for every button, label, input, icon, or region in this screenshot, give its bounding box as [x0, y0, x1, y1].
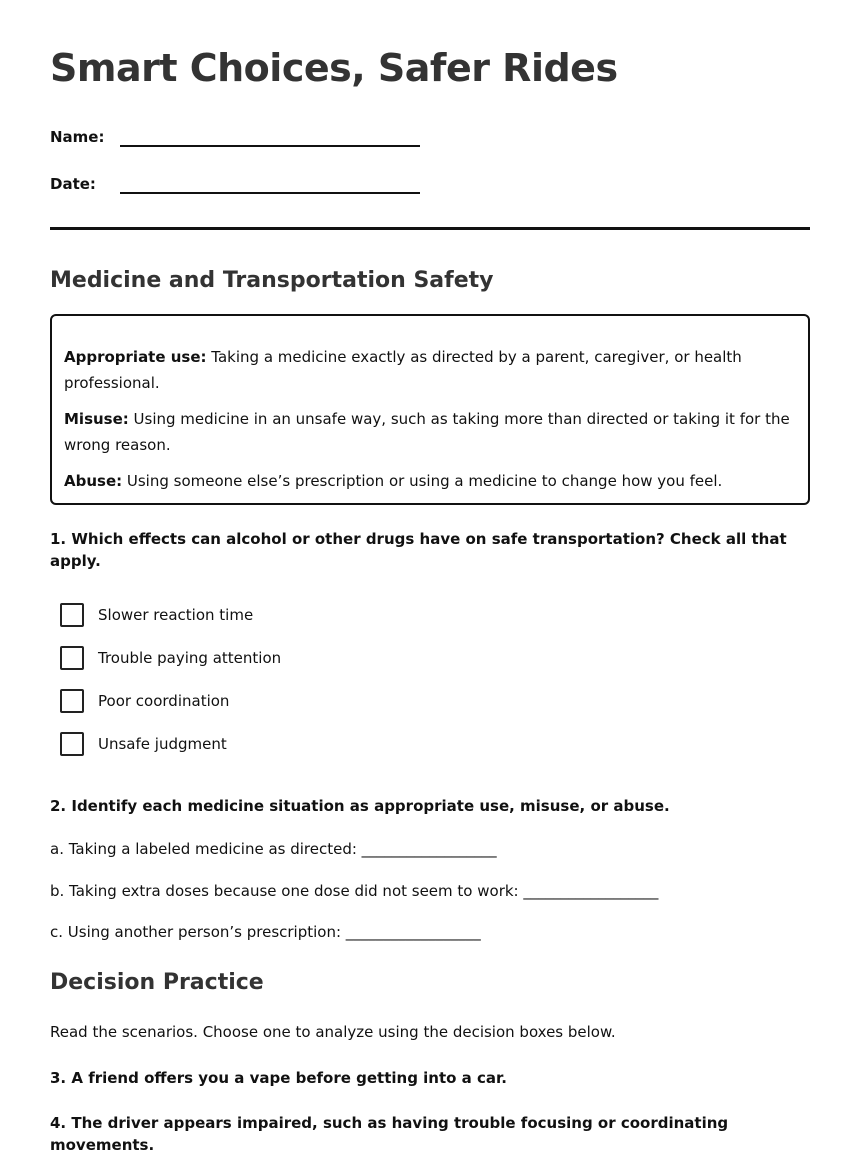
- checkbox[interactable]: [60, 603, 84, 627]
- option-unsafe-judgment[interactable]: [60, 722, 281, 765]
- question-2-item-b[interactable]: b. Taking extra doses because one dose did not seem to work: __________________: [50, 882, 659, 900]
- option-label: Unsafe judgment: [98, 734, 227, 753]
- definition-text: Using someone else’s prescription or using a medicine to change how you feel.: [122, 472, 723, 490]
- question-3: 3. A friend offers you a vape before getting into a car.: [50, 1069, 508, 1087]
- definition-text: Using medicine in an unsafe way, such as taking more than directed or taking it for the wrong reason.: [64, 410, 790, 454]
- checkbox[interactable]: [60, 646, 84, 670]
- question-2-item-c[interactable]: c. Using another person’s prescription: __________________: [50, 923, 481, 941]
- date-blank[interactable]: [120, 167, 420, 194]
- date-label: Date:: [50, 175, 96, 193]
- question-1-options: [60, 593, 281, 765]
- option-trouble-paying-attention[interactable]: [60, 636, 281, 679]
- definition-appropriate-use: [64, 344, 796, 396]
- definition-term: Appropriate use:: [64, 348, 207, 366]
- date-field-row: [50, 167, 420, 194]
- definition-term: Abuse:: [64, 472, 123, 490]
- checkbox[interactable]: [60, 732, 84, 756]
- option-label: Slower reaction time: [98, 605, 254, 624]
- option-slower-reaction-time[interactable]: [60, 593, 281, 636]
- section-heading-decision-practice: Decision Practice: [50, 970, 264, 995]
- option-label: Poor coordination: [98, 691, 230, 710]
- name-field-row: [50, 120, 420, 147]
- section-heading-safety: Medicine and Transportation Safety: [50, 268, 494, 293]
- checkbox[interactable]: [60, 689, 84, 713]
- header-divider: [50, 227, 810, 230]
- option-poor-coordination[interactable]: [60, 679, 281, 722]
- question-2-item-a[interactable]: a. Taking a labeled medicine as directed: __________________: [50, 840, 497, 858]
- question-2: 2. Identify each medicine situation as appropriate use, misuse, or abuse.: [50, 797, 670, 815]
- definition-term: Misuse:: [64, 410, 129, 428]
- decision-practice-intro: Read the scenarios. Choose one to analyze using the decision boxes below.: [50, 1023, 616, 1041]
- definition-misuse: [64, 406, 796, 458]
- question-1: 1. Which effects can alcohol or other drugs have on safe transportation? Check all that apply.: [50, 530, 787, 570]
- name-label: Name:: [50, 128, 105, 146]
- definition-text: Taking a medicine exactly as directed by a parent, caregiver, or health professional.: [64, 348, 742, 392]
- page-title: Smart Choices, Safer Rides: [50, 46, 618, 90]
- option-label: Trouble paying attention: [98, 648, 282, 667]
- question-4: 4. The driver appears impaired, such as having trouble focusing or coordinating movements.: [50, 1114, 729, 1154]
- definition-abuse: [64, 468, 796, 494]
- name-blank[interactable]: [120, 120, 420, 147]
- definitions-box: [50, 314, 810, 505]
